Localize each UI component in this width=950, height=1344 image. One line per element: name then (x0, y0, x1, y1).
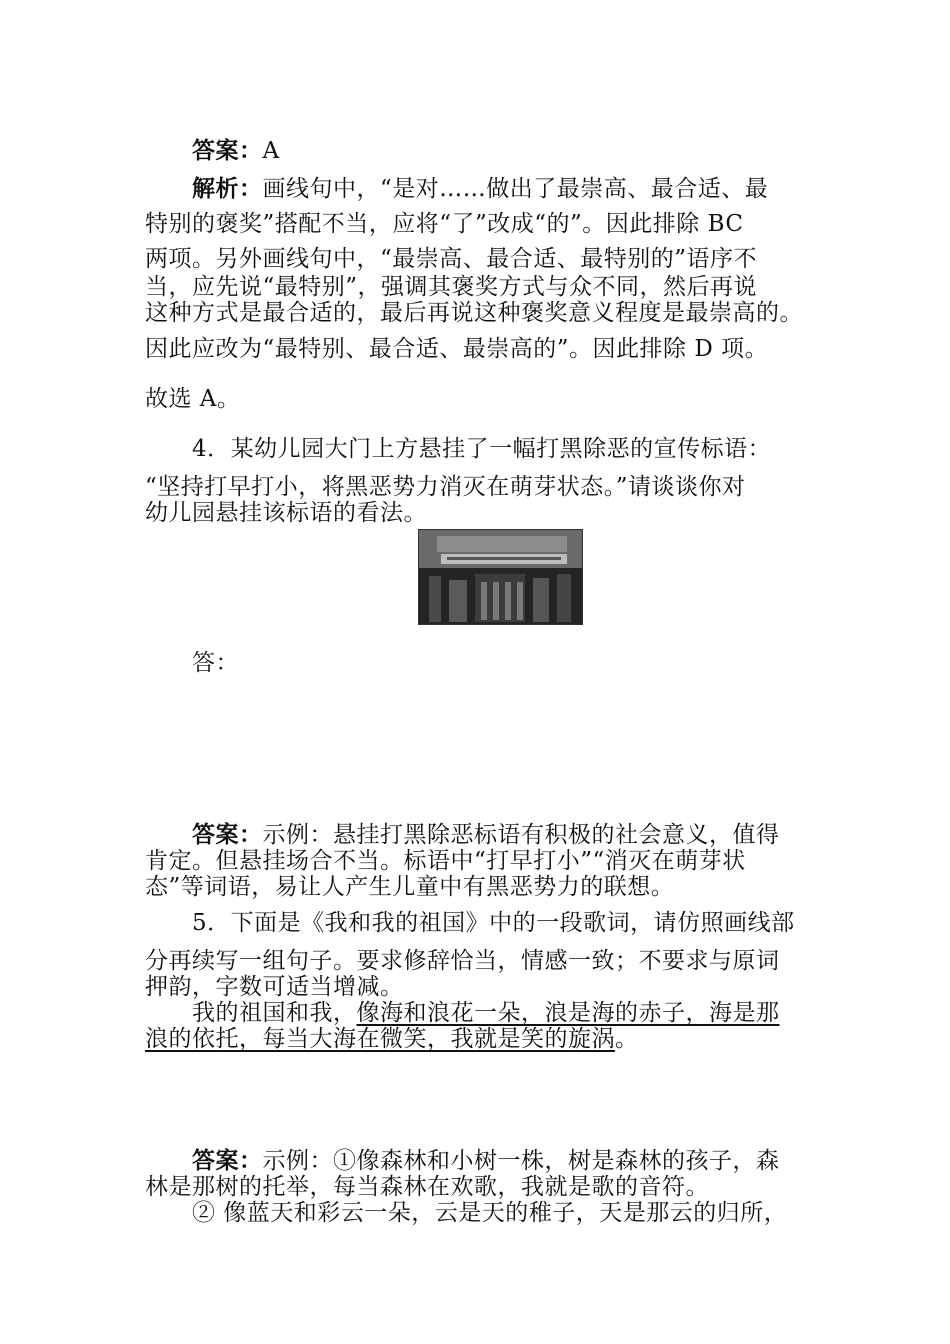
analysis-line-4: 当，应先说“最特别”，强调其褒奖方式与众不同，然后再说 (145, 274, 758, 300)
answer-prompt: 答： (192, 650, 239, 676)
analysis-line-1: 解析：画线句中，“是对……做出了最崇高、最合适、最 (192, 175, 769, 202)
q5-line-3: 押韵，字数可适当增减。 (145, 974, 404, 1000)
analysis-line-5: 这种方式是最合适的，最后再说这种褒奖意义程度是最崇高的。 (145, 300, 803, 326)
answer-q4-line-3: 态”等词语，易让人产生儿童中有黑恶势力的联想。 (145, 874, 675, 900)
analysis-line-3: 两项。另外画线句中，“最崇高、最合适、最特别的”语序不 (145, 246, 758, 272)
answer-q5-line-3: ② 像蓝天和彩云一朵，云是天的稚子，天是那云的归所， (192, 1200, 788, 1226)
q4-line-2: “坚持打早打小，将黑恶势力消灭在萌芽状态。”请谈谈你对 (145, 474, 746, 500)
analysis-label: 解析： (192, 175, 263, 202)
q4-line-3: 幼儿园悬挂该标语的看法。 (145, 500, 427, 526)
answer-q5-line-1: 答案：示例：①像森林和小树一株，树是森林的孩子，森 (192, 1147, 780, 1174)
q5-line-2: 分再续写一组句子。要求修辞恰当，情感一致；不要求与原词 (145, 948, 780, 974)
answer-value: A (262, 138, 280, 164)
answer-q4-line-2: 肯定。但悬挂场合不当。标语中“打早打小”“消灭在萌芽状 (145, 848, 746, 874)
answer-a (192, 136, 810, 166)
analysis-line-6: 因此应改为“最特别、最合适、最崇高的”。因此排除 D 项。 (145, 336, 769, 362)
analysis-line-7: 故选 A。 (145, 386, 241, 412)
answer-label: 答案： (192, 137, 263, 164)
photo-image (419, 530, 582, 624)
analysis-line-2: 特别的褒奖”搭配不当，应将“了”改成“的”。因此排除 BC (145, 211, 744, 237)
answer-q4-line-1: 答案：示例：悬挂打黑除恶标语有积极的社会意义，值得 (192, 821, 780, 848)
answer-label: 答案： (192, 821, 263, 848)
lyric-underlined-2: 浪的依托，每当大海在微笑，我就是笑的旋涡 (145, 1026, 615, 1052)
answer-q5-line-2: 林是那树的托举，每当森林在欢歌，我就是歌的音符。 (145, 1174, 709, 1200)
banner-photo (418, 529, 583, 625)
answer-label: 答案： (192, 1147, 263, 1174)
q5-line-1: 5．下面是《我和我的祖国》中的一段歌词，请仿照画线部 (192, 910, 795, 936)
lyric-line-1: 我的祖国和我，像海和浪花一朵，浪是海的赤子，海是那 (192, 1000, 780, 1026)
lyric-line-2: 浪的依托，每当大海在微笑，我就是笑的旋涡。 (145, 1026, 639, 1052)
q4-line-1: 4．某幼儿园大门上方悬挂了一幅打黑除恶的宣传标语： (192, 436, 772, 462)
lyric-underlined-1: 像海和浪花一朵，浪是海的赤子，海是那 (356, 1000, 780, 1026)
